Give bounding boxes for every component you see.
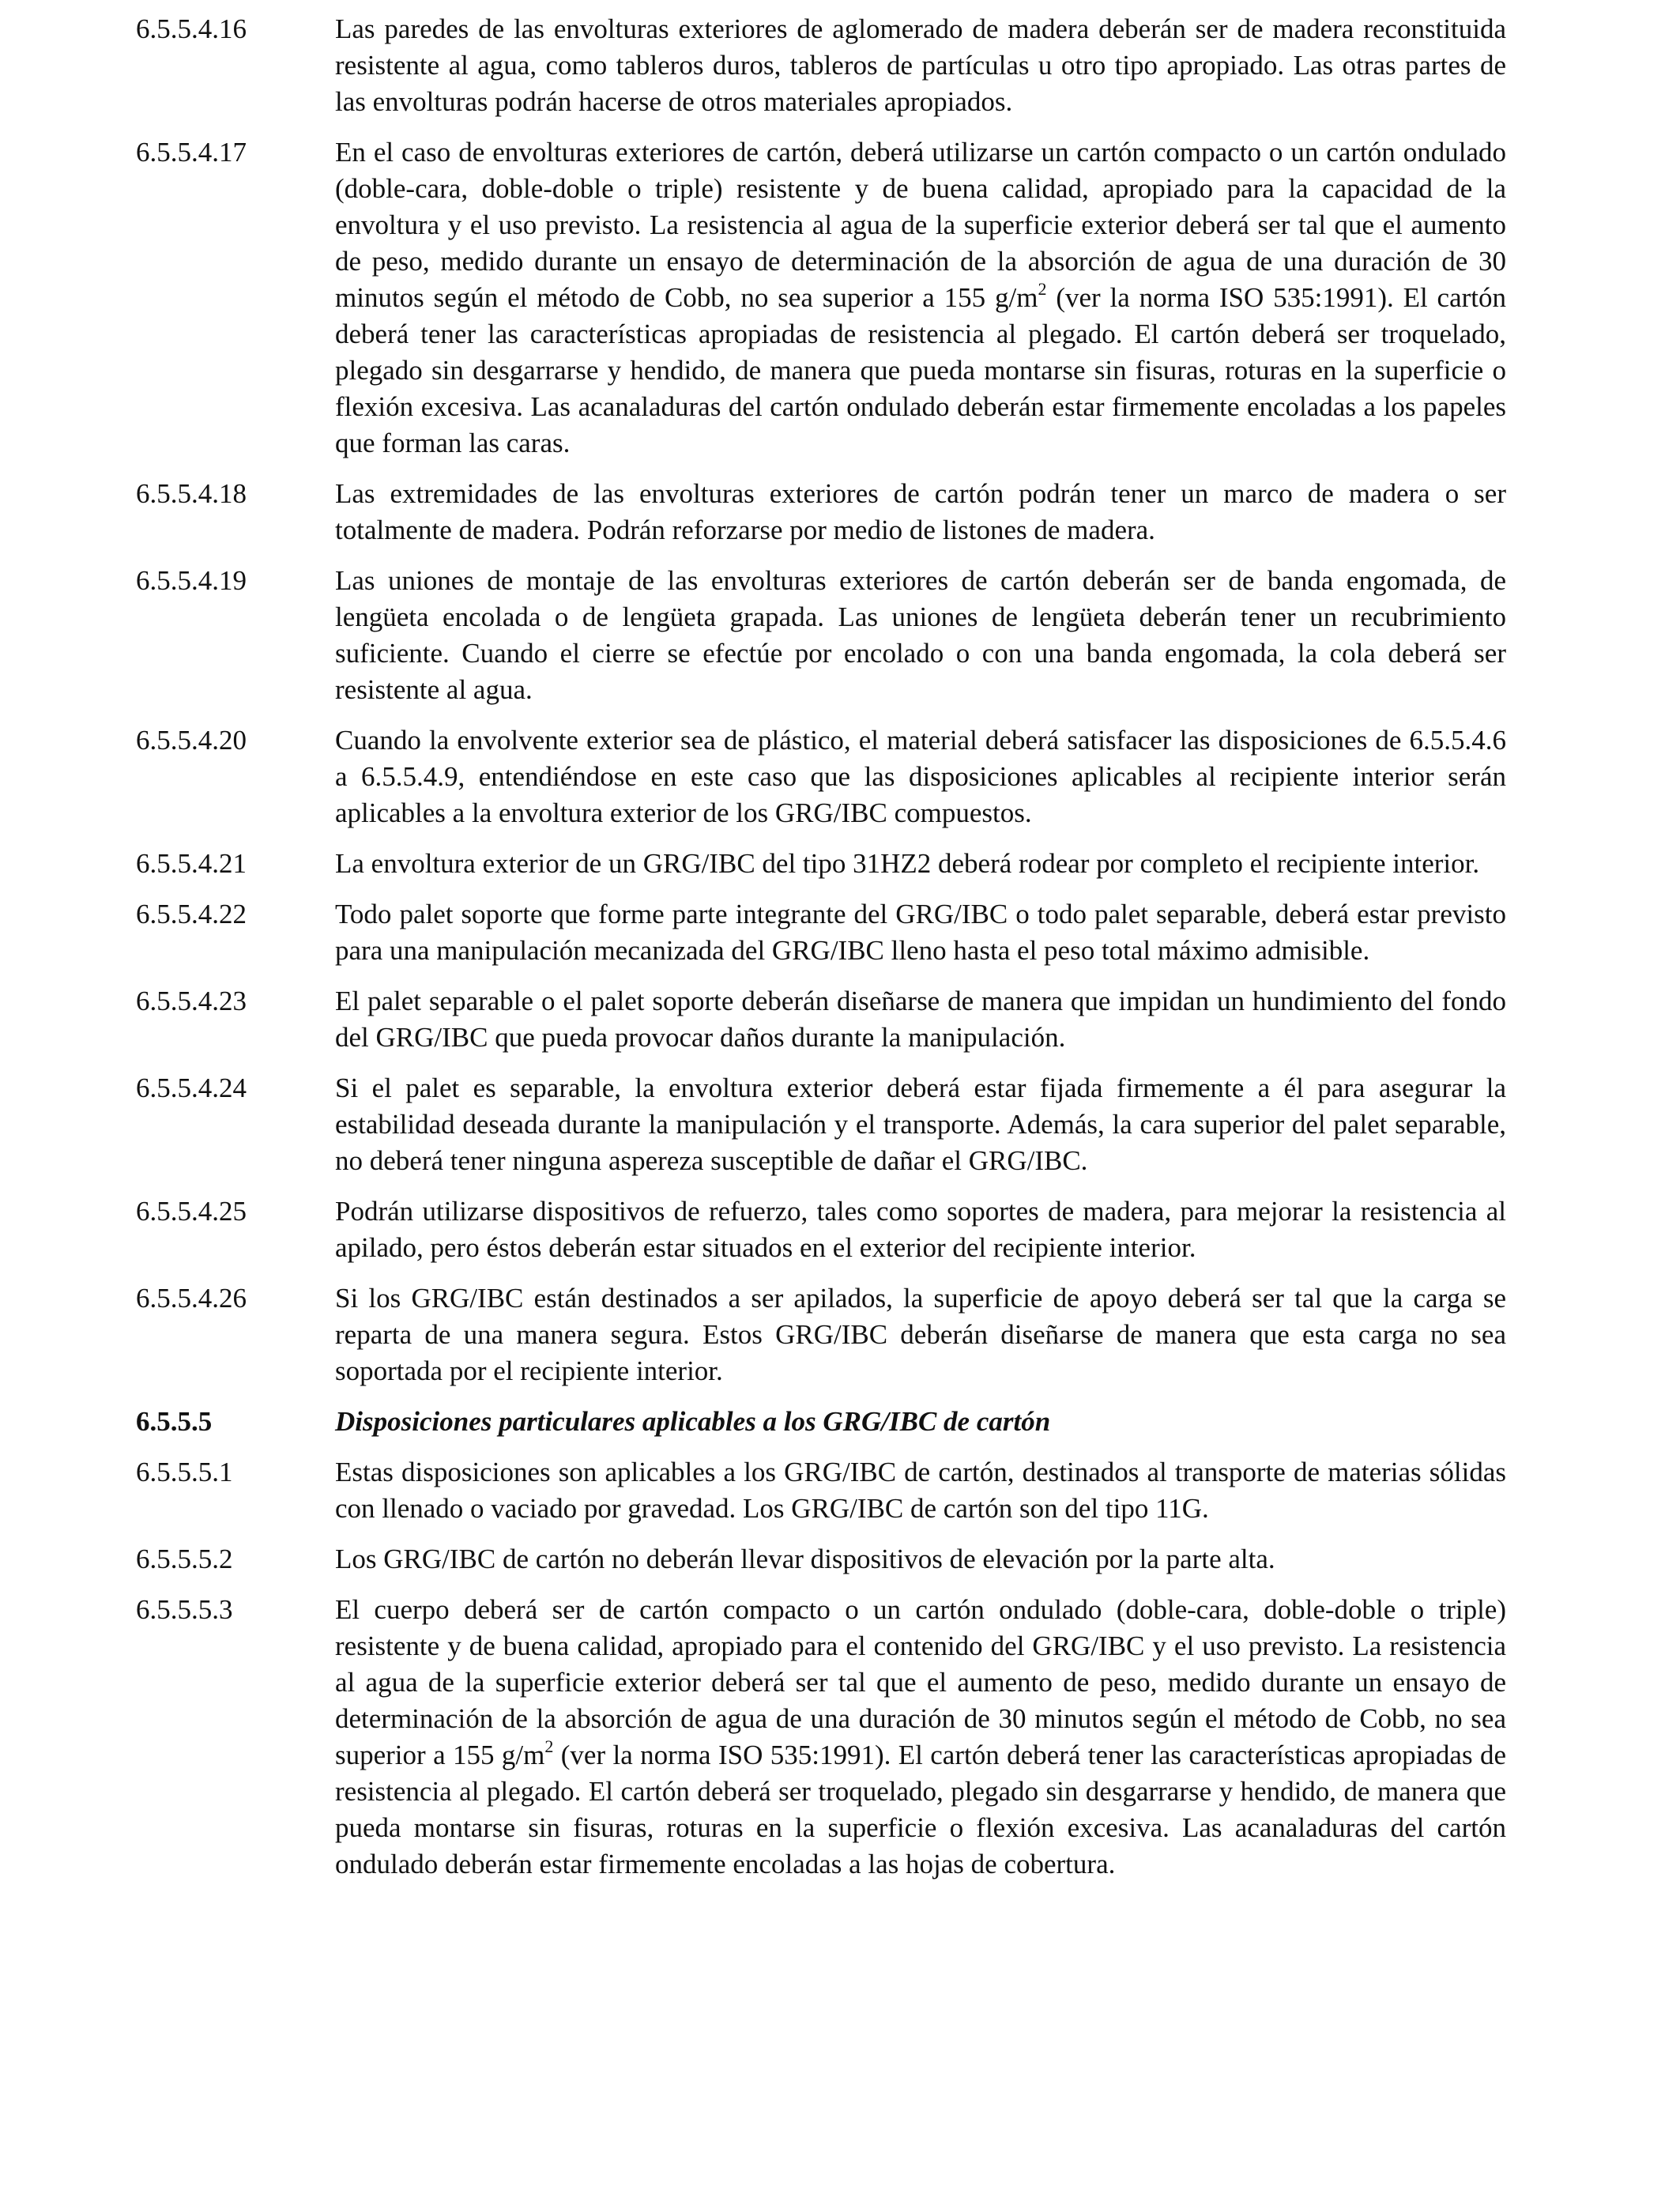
paragraph-text: Estas disposiciones son aplicables a los GRG/IBC de cartón, destinados al transporte de materias sólidas con llenado o vaciado por gravedad. Los GRG/IBC de cartón son del tipo 11G. [335, 1457, 1506, 1524]
paragraph-6-5-5-4-25 [136, 1193, 1506, 1266]
paragraph-number: 6.5.5.4.19 [136, 565, 247, 596]
paragraph-text: Si los GRG/IBC están destinados a ser apilados, la superficie de apoyo deberá ser tal que la carga se reparta de una manera segura. Estos GRG/IBC deberán diseñarse de manera que esta carga no sea soportada por el recipiente interior. [335, 1283, 1506, 1386]
paragraph-6-5-5-5-3 [136, 1592, 1506, 1883]
document-body [136, 11, 1506, 1897]
section-title: Disposiciones particulares aplicables a los GRG/IBC de cartón [335, 1406, 1051, 1437]
paragraph-text: Las extremidades de las envolturas exteriores de cartón podrán tener un marco de madera o ser totalmente de madera. Podrán reforzarse por medio de listones de madera. [335, 478, 1506, 545]
section-heading-6-5-5-5 [136, 1404, 1506, 1440]
paragraph-text-part: El cuerpo deberá ser de cartón compacto o un cartón ondulado (doble-cara, doble-doble o triple) resistente y de buena calidad, apropiado para el contenido del GRG/IBC y el uso previsto. La resistencia al agua de la superficie exterior deberá ser tal que el aumento de peso, medido durante un ensayo de determinación de la absorción de agua de una duración de 30 minutos según el método de Cobb, no sea superior a 155 g/m [335, 1594, 1506, 1770]
paragraph-number: 6.5.5.4.23 [136, 986, 247, 1016]
paragraph-6-5-5-4-21 [136, 846, 1506, 882]
paragraph-number: 6.5.5.4.25 [136, 1196, 247, 1227]
paragraph-text: Si el palet es separable, la envoltura exterior deberá estar fijada firmemente a él para asegurar la estabilidad deseada durante la manipulación y el transporte. Además, la cara superior del palet separable, no deberá tener ninguna aspereza susceptible de dañar el GRG/IBC. [335, 1072, 1506, 1176]
paragraph-6-5-5-4-18 [136, 476, 1506, 548]
paragraph-number: 6.5.5.4.16 [136, 13, 247, 44]
paragraph-6-5-5-5-2 [136, 1541, 1506, 1578]
paragraph-6-5-5-4-19 [136, 563, 1506, 708]
paragraph-6-5-5-4-17 [136, 134, 1506, 462]
paragraph-number: 6.5.5.4.17 [136, 137, 247, 168]
paragraph-text: Todo palet soporte que forme parte integrante del GRG/IBC o todo palet separable, deberá estar previsto para una manipulación mecanizada del GRG/IBC lleno hasta el peso total máximo admisible. [335, 899, 1506, 966]
paragraph-number: 6.5.5.5.1 [136, 1457, 233, 1487]
paragraph-text-part: (ver la norma ISO 535:1991). El cartón deberá tener las características apropiadas de resistencia al plegado. El cartón deberá ser troquelado, plegado sin desgarrarse y hendido, de manera que pueda montarse sin fisuras, roturas en la superficie o flexión excesiva. Las acanaladuras del cartón ondulado deberán estar firmemente encoladas a las hojas de cobertura. [335, 1740, 1506, 1879]
paragraph-number: 6.5.5.4.22 [136, 899, 247, 929]
paragraph-text: Podrán utilizarse dispositivos de refuerzo, tales como soportes de madera, para mejorar la resistencia al apilado, pero éstos deberán estar situados en el exterior del recipiente interior. [335, 1196, 1506, 1263]
paragraph-text: El palet separable o el palet soporte deberán diseñarse de manera que impidan un hundimiento del fondo del GRG/IBC que pueda provocar daños durante la manipulación. [335, 986, 1506, 1053]
paragraph-text-part: (ver la norma ISO 535:1991). El cartón deberá tener las características apropiadas de resistencia al plegado. El cartón deberá ser troquelado, plegado sin desgarrarse y hendido, de manera que pueda montarse sin fisuras, roturas en la superficie o flexión excesiva. Las acanaladuras del cartón ondulado deberán estar firmemente encoladas a los papeles que forman las caras. [335, 282, 1506, 458]
paragraph-text: Las paredes de las envolturas exteriores de aglomerado de madera deberán ser de madera reconstituida resistente al agua, como tableros duros, tableros de partículas u otro tipo apropiado. Las otras partes de las envolturas podrán hacerse de otros materiales apropiados. [335, 13, 1506, 117]
paragraph-number: 6.5.5.4.20 [136, 725, 247, 756]
paragraph-number: 6.5.5.5.2 [136, 1544, 233, 1574]
paragraph-6-5-5-4-22 [136, 896, 1506, 969]
paragraph-6-5-5-4-23 [136, 983, 1506, 1056]
paragraph-number: 6.5.5.4.18 [136, 478, 247, 509]
superscript: 2 [544, 1736, 554, 1757]
paragraph-number: 6.5.5.4.24 [136, 1072, 247, 1103]
paragraph-6-5-5-4-26 [136, 1280, 1506, 1389]
paragraph-6-5-5-4-24 [136, 1070, 1506, 1179]
paragraph-text: La envoltura exterior de un GRG/IBC del tipo 31HZ2 deberá rodear por completo el recipiente interior. [335, 848, 1480, 879]
paragraph-6-5-5-4-16 [136, 11, 1506, 120]
paragraph-text [335, 1592, 1506, 1883]
paragraph-6-5-5-5-1 [136, 1454, 1506, 1527]
paragraph-number: 6.5.5.4.21 [136, 848, 247, 879]
paragraph-text-part: En el caso de envolturas exteriores de cartón, deberá utilizarse un cartón compacto o un cartón ondulado (doble-cara, doble-doble o triple) resistente y de buena calidad, apropiado para la capacidad de la envoltura y el uso previsto. La resistencia al agua de la superficie exterior deberá ser tal que el aumento de peso, medido durante un ensayo de determinación de la absorción de agua de una duración de 30 minutos según el método de Cobb, no sea superior a 155 g/m [335, 137, 1506, 313]
paragraph-number: 6.5.5.4.26 [136, 1283, 247, 1314]
paragraph-text: Los GRG/IBC de cartón no deberán llevar dispositivos de elevación por la parte alta. [335, 1544, 1275, 1574]
paragraph-number: 6.5.5.5.3 [136, 1594, 233, 1625]
paragraph-text [335, 134, 1506, 462]
section-number: 6.5.5.5 [136, 1406, 213, 1437]
paragraph-text: Cuando la envolvente exterior sea de plástico, el material deberá satisfacer las disposiciones de 6.5.5.4.6 a 6.5.5.4.9, entendiéndose en este caso que las disposiciones aplicables al recipiente interior serán aplicables a la envoltura exterior de los GRG/IBC compuestos. [335, 725, 1506, 828]
paragraph-text: Las uniones de montaje de las envolturas exteriores de cartón deberán ser de banda engomada, de lengüeta encolada o de lengüeta grapada. Las uniones de lengüeta deberán tener un recubrimiento suficiente. Cuando el cierre se efectúe por encolado o con una banda engomada, la cola deberá ser resistente al agua. [335, 565, 1506, 705]
superscript: 2 [1038, 279, 1047, 300]
paragraph-6-5-5-4-20 [136, 722, 1506, 831]
